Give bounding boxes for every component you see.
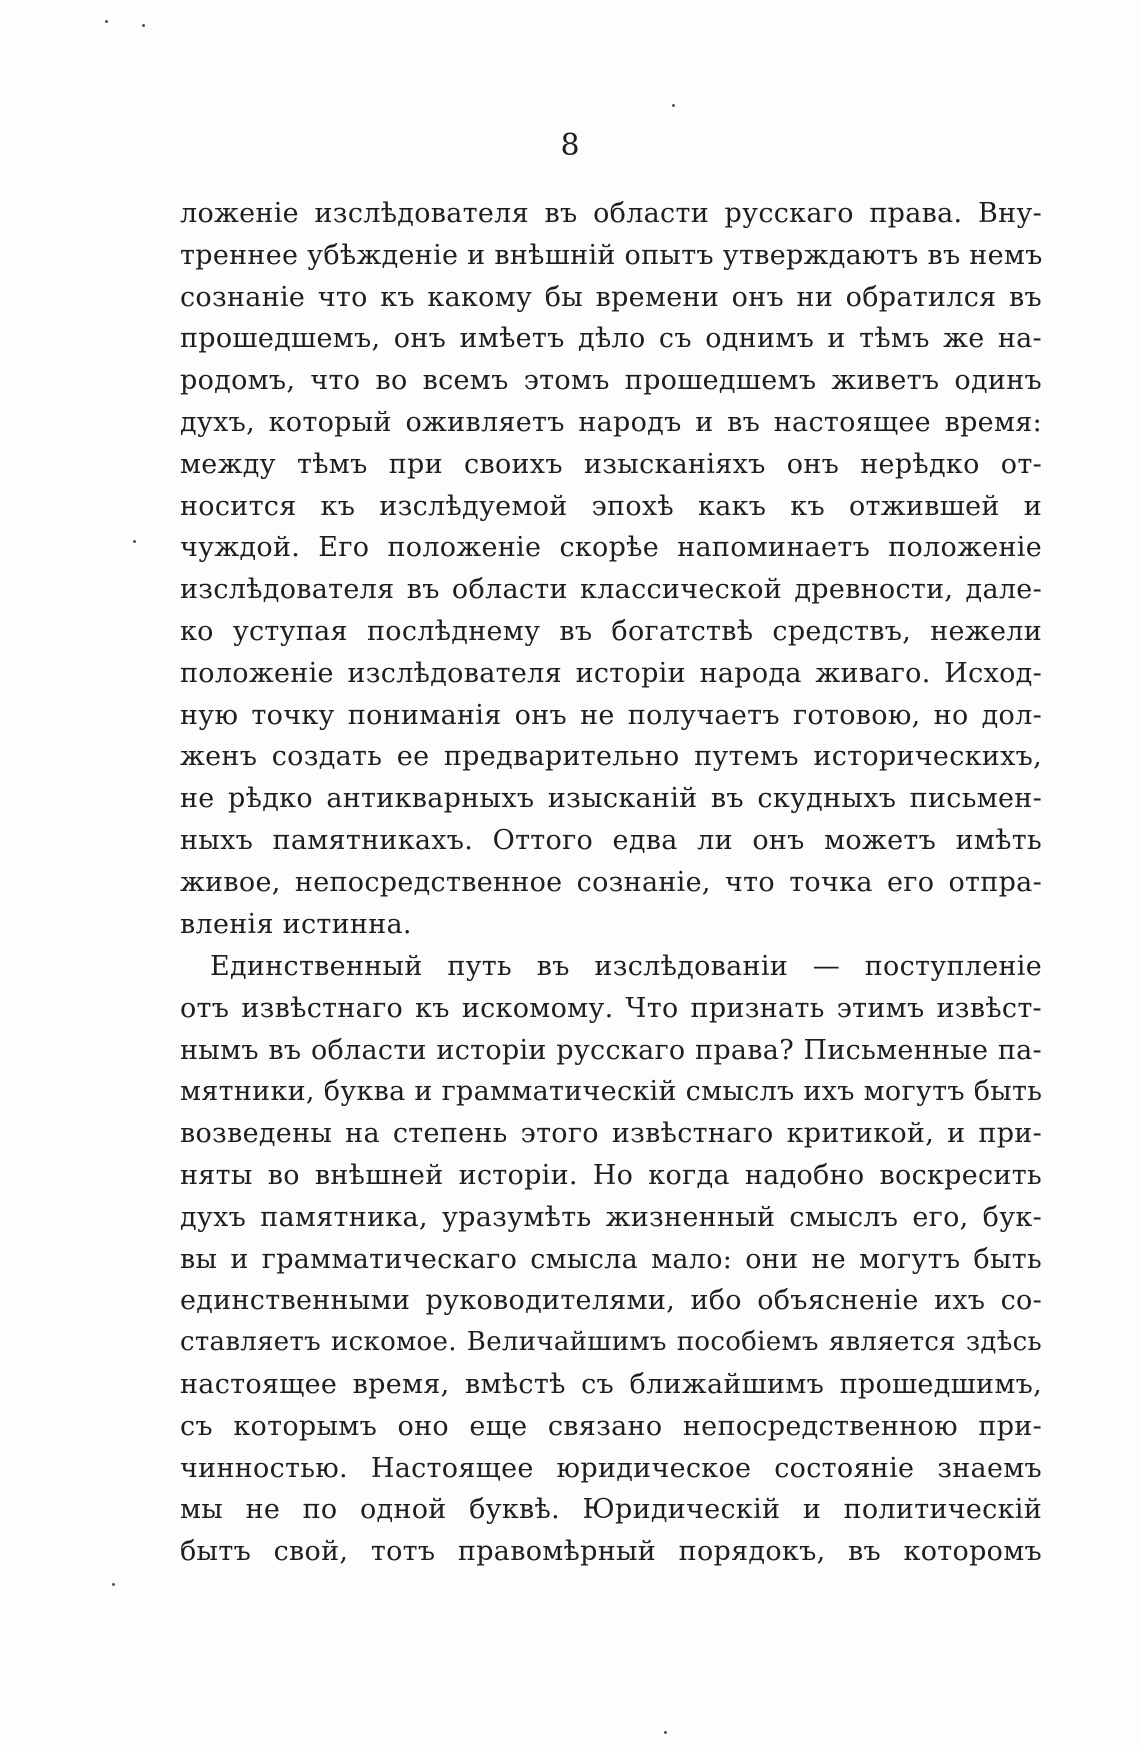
text-line: ложеніе изслѣдователя въ области русскаго права. Вну- (180, 198, 1042, 229)
text-line: настоящее время, вмѣстѣ съ ближайшимъ прошедшимъ, (180, 1368, 1042, 1400)
scan-speck (105, 20, 108, 23)
text-line: изслѣдователя въ области классической древности, дале- (180, 574, 1042, 606)
text-line: носится къ изслѣдуемой эпохѣ какъ къ отжившей и (180, 490, 1042, 522)
text-line: единственными руководителями, ибо объясненіе ихъ со- (180, 1285, 1042, 1317)
text-line: ныхъ памятникахъ. Оттого едва ли онъ можетъ имѣть (180, 824, 1042, 856)
text-line: чинностью. Настоящее юридическое состояніе знаемъ (180, 1452, 1042, 1484)
text-line: съ которымъ оно еще связано непосредственною при- (180, 1410, 1042, 1442)
text-line: положеніе изслѣдователя исторіи народа живаго. Исход- (180, 657, 1042, 689)
text-line: духъ памятника, уразумѣть жизненный смыслъ его, бук- (180, 1201, 1042, 1233)
text-line: мятники, буква и грамматическій смыслъ ихъ могутъ быть (180, 1076, 1043, 1108)
text-line: вы и грамматическаго смысла мало: они не могутъ быть (180, 1243, 1042, 1275)
text-line: возведены на степень этого извѣстнаго критикой, и при- (180, 1118, 1042, 1150)
text-line: не рѣдко антикварныхъ изысканій въ скудныхъ письмен- (180, 783, 1042, 815)
text-line: треннее убѣжденіе и внѣшній опытъ утверждаютъ въ немъ (180, 239, 1043, 271)
scan-speck (133, 540, 136, 543)
text-line: чуждой. Его положеніе скорѣе напоминаетъ положеніе (180, 532, 1042, 564)
text-line: нымъ въ области исторіи русскаго права? Письменные па- (180, 1034, 1042, 1066)
text-line: сознаніе что къ какому бы времени онъ ни обратился въ (180, 281, 1042, 313)
scan-speck (112, 1583, 115, 1586)
text-line: ко уступая послѣднему въ богатствѣ средствъ, нежели (180, 615, 1042, 647)
paragraph-1 (180, 193, 1042, 945)
text-line: ставляетъ искомое. Величайшимъ пособіемъ является здѣсь (180, 1327, 1042, 1358)
text-line: няты во внѣшней исторіи. Но когда надобно воскресить (180, 1159, 1042, 1191)
text-line: Единственный путь въ изслѣдованіи — поступленіе (210, 951, 1042, 982)
text-line: родомъ, что во всемъ этомъ прошедшемъ живетъ одинъ (180, 365, 1042, 397)
scan-speck (672, 104, 675, 107)
text-line: мы не по одной буквѣ. Юридическій и политическій (180, 1494, 1042, 1526)
text-line: бытъ свой, тотъ правомѣрный порядокъ, въ которомъ (180, 1536, 1042, 1568)
paragraph-2 (180, 946, 1042, 1573)
text-line: прошедшемъ, онъ имѣетъ дѣло съ однимъ и тѣмъ же на- (180, 323, 1042, 355)
text-line: вленія истинна. (180, 908, 412, 940)
text-line: ную точку пониманія онъ не получаетъ готовою, но дол- (180, 699, 1042, 731)
text-line: между тѣмъ при своихъ изысканіяхъ онъ нерѣдко от- (180, 448, 1042, 480)
scan-speck (664, 1731, 667, 1734)
text-line: женъ создать ее предварительно путемъ историческихъ, (180, 741, 1042, 773)
page-number: 8 (560, 128, 580, 163)
text-line: отъ извѣстнаго къ искомому. Что признать этимъ извѣст- (180, 992, 1042, 1024)
scan-speck (142, 24, 145, 27)
text-line: духъ, который оживляетъ народъ и въ настоящее время: (180, 406, 1042, 438)
text-line: живое, непосредственное сознаніе, что точка его отпра- (180, 866, 1042, 898)
